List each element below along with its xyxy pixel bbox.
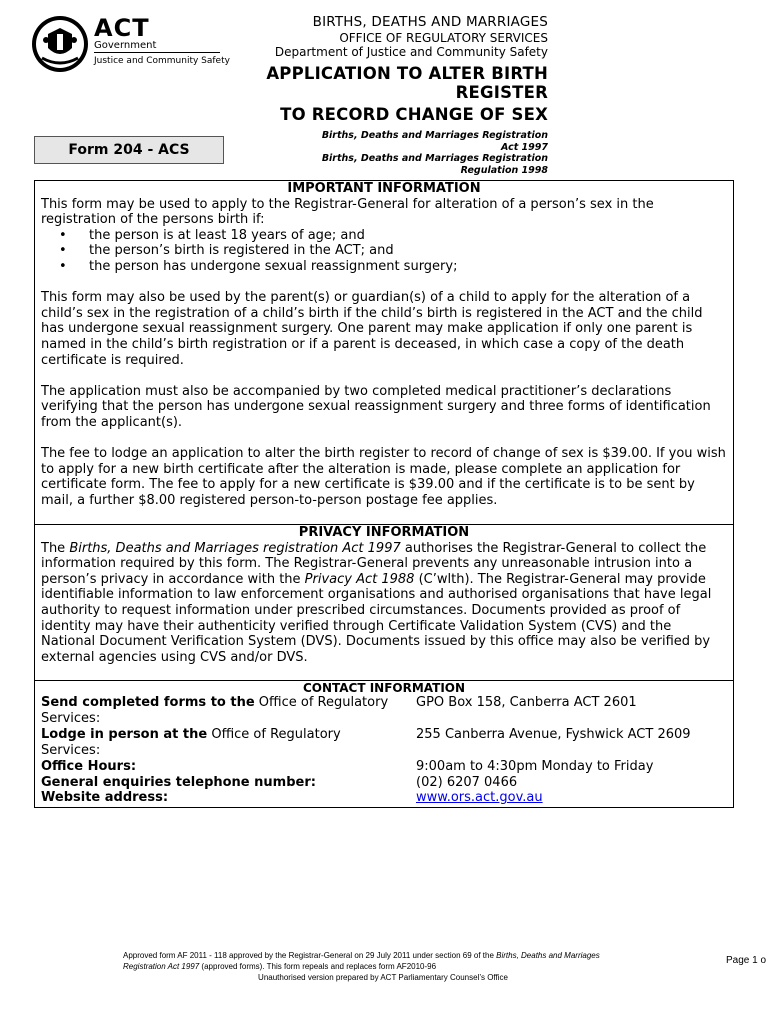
contact-row-phone [35, 775, 733, 791]
form-title-line3: TO RECORD CHANGE OF SEX [280, 105, 548, 124]
hours-label: Office Hours: [41, 759, 137, 774]
coat-of-arms-icon [30, 14, 90, 74]
hours-value: 9:00am to 4:30pm Monday to Friday [416, 759, 654, 774]
send-label: Send completed forms to the Office of Regulatory Services: [41, 695, 389, 726]
contact-row-hours [35, 759, 733, 775]
privacy-text: (C’wlth). The Registrar-General may provide identifiable information to law enforcement organisations and authorised organisations that have legal authority to request information under prescribed circumstances. Documents provided as proof of identity may have their authenticity verified through Certificate Validation System (CVS) and the National Document Verification System (DVS). Documents issued by this office may also be verified by external agencies using CVS and/or DVS. [41, 571, 712, 665]
website-link[interactable]: www.ors.act.gov.au [416, 790, 543, 806]
form-title-line1: APPLICATION TO ALTER BIRTH [266, 64, 548, 83]
act-ref-2b: Regulation 1998 [460, 164, 548, 176]
act-ref-2a: Births, Deaths and Marriages Registration [321, 153, 548, 164]
privacy-act-1988: Privacy Act 1988 [304, 571, 415, 587]
legislation-references [322, 130, 548, 176]
logo-government: Government [94, 40, 157, 51]
privacy-title: PRIVACY INFORMATION [298, 525, 470, 540]
contact-section [35, 680, 733, 806]
logo-divider [94, 52, 220, 53]
important-section [35, 181, 733, 508]
medical-declaration-paragraph: The application must also be accompanied by two completed medical practitioner’s declarations verifying that the person has undergone sexual reassignment surgery and three forms of identification from the applicant(s). [41, 383, 711, 430]
form-title-line2: REGISTER [455, 83, 548, 102]
postal-address: GPO Box 158, Canberra ACT 2601 [416, 695, 637, 710]
contact-row-lodge [35, 727, 733, 759]
privacy-section [35, 524, 733, 665]
footer-approval [123, 950, 643, 983]
logo-department: Justice and Community Safety [94, 56, 230, 66]
lodge-label: Lodge in person at the Office of Regulatory Services: [41, 727, 341, 758]
privacy-text: The [41, 540, 70, 556]
privacy-text: authorises the Registrar-General to collect the information required by this form. The Registrar-General prevents any unreasonable intrusion into a person’s privacy in accordance with the [41, 540, 707, 587]
phone-value: (02) 6207 0466 [416, 774, 518, 790]
parent-guardian-paragraph: This form may also be used by the parent(s) or guardian(s) of a child to apply for the alteration of a child’s sex in the registration of a child’s birth if the child’s birth is registered in the ACT and the child has undergone sexual reassignment surgery. One parent may make application if only one parent is named in the child’s birth registration or if a parent is deceased, in which case a copy of the death certificate is required. [41, 290, 703, 368]
contact-row-web [35, 790, 733, 806]
header-line3: Department of Justice and Community Safety [274, 45, 548, 59]
privacy-act-name: Births, Deaths and Marriages registration Act 1997 [69, 540, 401, 556]
street-address: 255 Canberra Avenue, Fyshwick ACT 2609 [416, 727, 691, 742]
list-item: • the person is at least 18 years of age; and [59, 228, 733, 244]
important-title: IMPORTANT INFORMATION [287, 181, 481, 196]
page-number: Page 1 o [726, 955, 767, 966]
act-ref-1b: Act 1997 [501, 141, 548, 153]
unauthorised-note: Unauthorised version prepared by ACT Parliamentary Counsel’s Office [258, 973, 508, 982]
privacy-paragraph [41, 541, 726, 666]
act-government-logo [30, 14, 230, 74]
list-item: • the person’s birth is registered in the ACT; and [59, 243, 733, 259]
eligibility-list [35, 228, 733, 275]
contact-title: CONTACT INFORMATION [302, 681, 466, 695]
contact-row-post [35, 695, 733, 727]
information-panel [34, 180, 734, 808]
act-ref-1a: Births, Deaths and Marriages Registration [321, 130, 548, 141]
approval-note: Approved form AF 2011 - 118 approved by the Registrar-General on 29 July 2011 under section 69 of the Births, Deaths and Marriages Registration Act 1997 (approved forms). This form repeals and replaces form AF2010-96 [123, 951, 600, 971]
fee-paragraph: The fee to lodge an application to alter the birth register to record of change of sex is $39.00. If you wish to apply for a new birth certificate after the alteration is made, please complete an application for certificate form. The fee to apply for a new certificate is $39.00 and if the certificate is to be sent by mail, a further $8.00 registered person-to-person postage fee applies. [41, 446, 726, 508]
header-line1: BIRTHS, DEATHS AND MARRIAGES [312, 14, 548, 30]
form-number-box: Form 204 - ACS [34, 136, 224, 164]
website-cell [416, 790, 543, 806]
list-item: • the person has undergone sexual reassignment surgery; [59, 259, 733, 275]
important-intro: This form may be used to apply to the Registrar-General for alteration of a person’s sex in the registration of the persons birth if: [41, 196, 654, 228]
website-label: Website address: [41, 790, 169, 806]
header-line2: OFFICE OF REGULATORY SERVICES [339, 31, 548, 45]
logo-act: ACT [94, 14, 150, 42]
phone-label: General enquiries telephone number: [41, 774, 316, 790]
